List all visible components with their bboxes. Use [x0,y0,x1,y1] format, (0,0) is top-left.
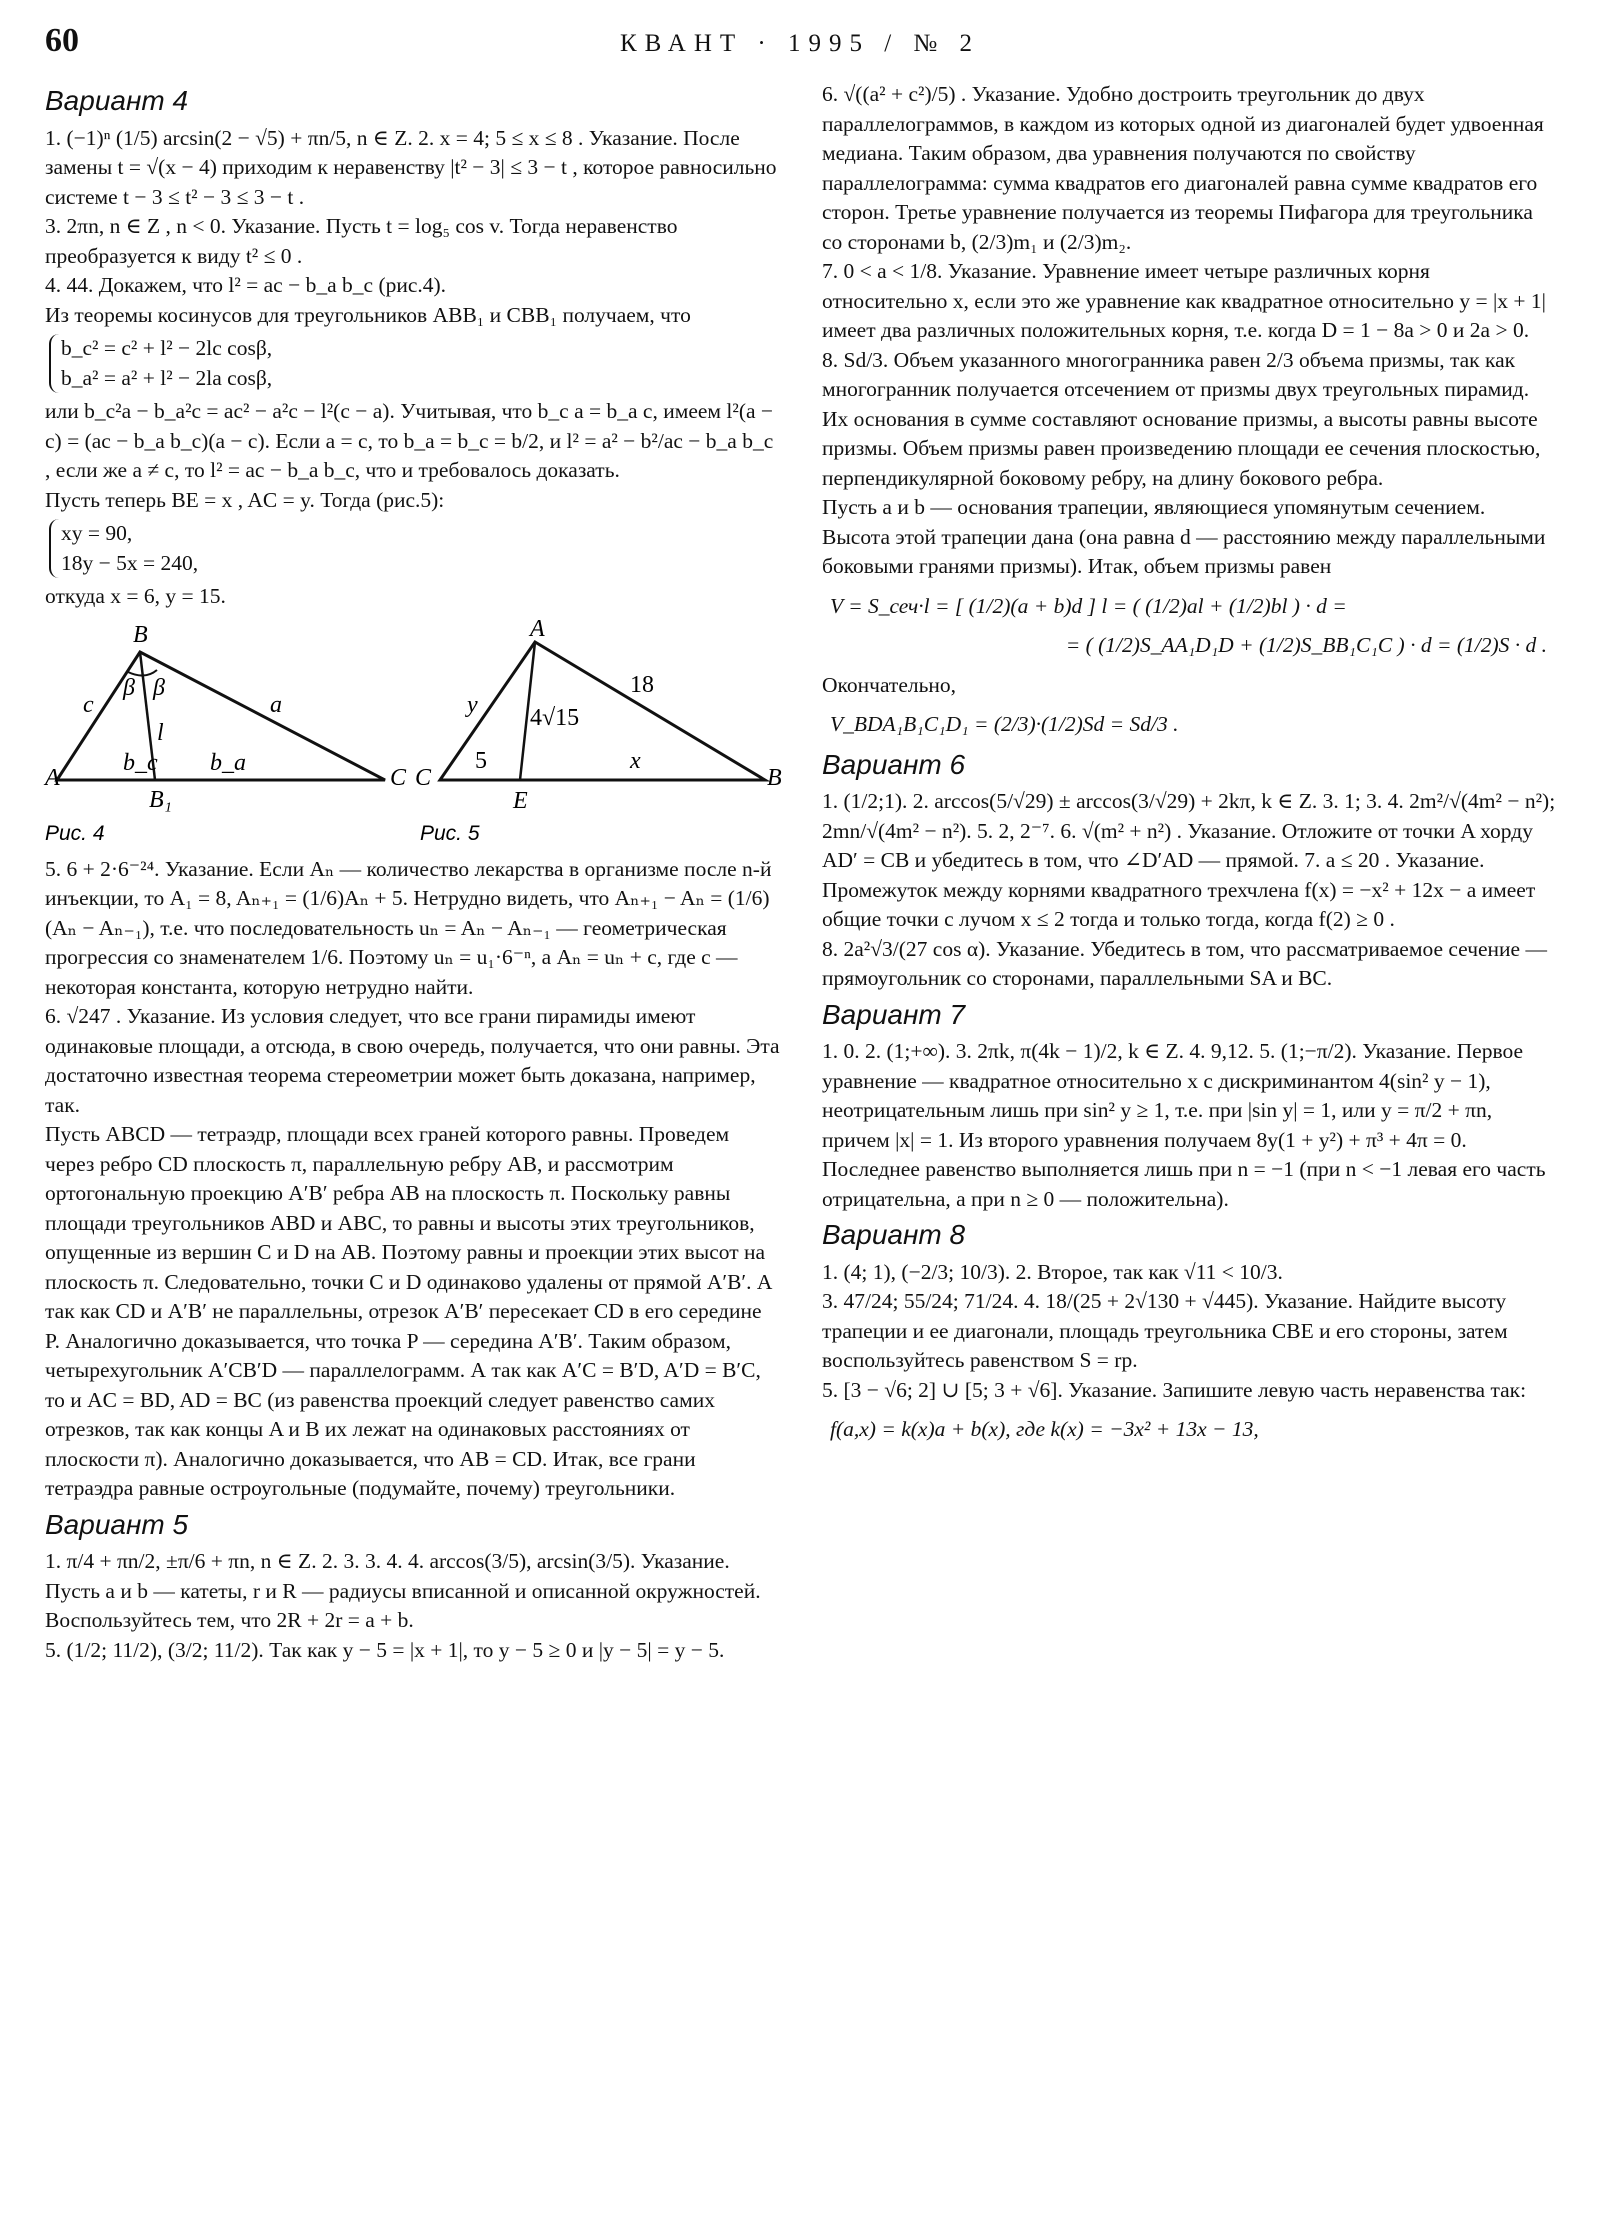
answer-paragraph: 4. 44. Докажем, что l² = ac − b_a b_c (рис.4). [45,273,447,297]
answer-paragraph: 6. √247 . Указание. Из условия следует, что все грани пирамиды имеют одинаковые площади, а отсюда, в свою очередь, получается, что они равны. Эта достаточно известная теорема стереометрии может быть доказана, например, так. [45,1004,780,1117]
label-bc: b_c [123,749,158,776]
label-c: c [83,691,94,718]
section-title: Вариант 7 [822,998,966,1030]
section-title: Вариант 4 [45,85,189,116]
label-beta: β [153,674,165,701]
triangle-acb [440,642,765,780]
label-B: B [133,621,148,648]
label-18: 18 [630,671,654,698]
label-5: 5 [475,747,487,774]
equation-system [49,519,780,578]
answer-paragraph: 3. 47/24; 55/24; 71/24. 4. 18/(25 + 2√130 + √445). Указание. Найдите высоту трапеции и ее диагонали, площадь треугольника CBE и его стороны, затем воспользуйтесь равенством S = rp. [822,1289,1508,1372]
journal-header: КВАНТ · 1995 / № 2 [619,30,981,57]
function-formula: f(a,x) = k(x)a + b(x), где k(x) = −3x² + 13x − 13, [830,1417,1259,1441]
label-C: C [390,764,407,791]
answer-paragraph: Пусть теперь BE = x , AC = y. Тогда (рис.5): [45,487,445,512]
figure-4-svg [45,615,782,845]
answer-paragraph: 7. 0 < a < 1/8. Указание. Уравнение имеет четыре различных корня относительно x, если это же уравнение как квадратное относительно y = |x + 1| имеет два различных положительных корня, т.е. когда D = 1 − 8a > 0 и 2a > 0. [822,259,1546,342]
answer-paragraph: 6. √((a² + c²)/5) . Указание. Удобно достроить треугольник до двух параллелограммов, в каждом из которых одной из диагоналей будет удвоенная медиана. Таким образом, два уравнения получаются по свойству параллелограмма: сумма квадратов его диагоналей равна сумме квадратов его сторон. Третье уравнение получается из теоремы Пифагора для треугольника со сторонами b, (2/3)m₁ и (2/3)m₂. [822,82,1544,254]
label-ba: b_a [210,749,246,776]
label-E: E [513,787,528,814]
figure-4-caption: Рис. 4 [45,821,105,845]
answer-paragraph: 1. 0. 2. (1;+∞). 3. 2πk, π(4k − 1)/2, k ∈ Z. 4. 9,12. 5. (1;−π/2). Указание. Первое уравнение — квадратное относительно x с дискриминантом 4(sin² y − 1), неотрицательным лишь при sin² y ≥ 1, т.е. при |sin y| = 1, или y = π/2 + πn, причем |x| = 1. Из второго уравнения получаем 8y(1 + y²) + π³ + 4π = 0. Последнее равенство выполняется лишь при n = −1 (при n < −1 левая его часть отрицательна, а при n ≥ 0 — положительна). [822,1039,1546,1211]
equation: b_c² = c² + l² − 2lc cosβ, [61,336,273,360]
label-a: a [270,691,282,718]
answer-paragraph: Пусть ABCD — тетраэдр, площади всех граней которого равны. Проведем через ребро CD плоскость π, параллельную ребру AB, и рассмотрим ортогональную проекцию A′B′ ребра AB на плоскость π. Поскольку равны площади треугольников ABD и ABC, то равны и высоты этих треугольников, опущенные из вершин C и D на AB. Поэтому равны и проекции этих высот на плоскость π. Следовательно, точки C и D одинаково удалены от прямой A′B′. А так как CD и A′B′ не параллельны, отрезок A′B′ пересекает CD в его середине P. Аналогично доказывается, что точка P — середина A′B′. Таким образом, четырехугольник A′CB′D — параллелограмм. А так как A′C = B′D, A′D = B′C, то и AC = BD, AD = BC (из равенства проекций следует равенство самих отрезков, так как концы A и B их лежат на одинаковых расстояниях от плоскости π). Аналогично доказывается, что AB = CD. Итак, все грани тетраэдра равные остроугольные (подумайте, почему) треугольники. [45,1122,773,1500]
label-B1: B₁ [149,786,173,813]
label-4sqrt15: 4√15 [530,704,580,731]
equation-system [49,334,780,393]
label-A: A [45,764,60,791]
label-y: y [467,691,478,718]
equation: b_a² = a² + l² − 2la cosβ, [61,365,273,390]
answer-paragraph: 1. (4; 1), (−2/3; 10/3). 2. Второе, так как √11 < 10/3. [822,1259,1283,1284]
answer-paragraph: 1. (−1)ⁿ (1/5) arcsin(2 − √5) + πn/5, n ∈ Z. 2. x = 4; 5 ≤ x ≤ 8 . Указание. После замены t = √(x − 4) приходим к неравенству |t² − 3| ≤ 3 − t , которое равносильно системе t − 3 ≤ t² − 3 ≤ 3 − t . [45,125,777,209]
section-title: Вариант 8 [822,1219,966,1250]
figures [45,615,782,845]
label-B: B [767,764,782,791]
volume-formula: V = S_сеч·l = [ (1/2)(a + b)d ] l = ( (1/2)al + (1/2)bl ) · d = [830,593,1347,618]
volume-formula: = ( (1/2)S_AA₁D₁D + (1/2)S_BB₁C₁C ) · d = (1/2)S · d . [1065,633,1547,657]
section-title: Вариант 6 [822,748,966,780]
answer-paragraph: откуда x = 6, y = 15. [45,584,226,608]
answer-paragraph: 8. Sd/3. Объем указанного многогранника равен 2/3 объема призмы, так как многогранник получается отсечением от призмы двух треугольных пирамид. Их основания в сумме составляют основание призмы, а высоты равны высоте призмы. Объем призмы равен произведению площади ее сечения плоскостью, перпендикулярной боковому ребру, на длину бокового ребра. [822,347,1541,490]
answer-paragraph: 1. (1/2;1). 2. arccos(5/√29) ± arccos(3/√29) + 2kπ, k ∈ Z. 3. 1; 3. 4. 2m²/√(4m² − n²); 2mn/√(4m² − n²). 5. 2, 2⁻⁷. 6. √(m² + n²) . Указание. Отложите от точки A хорду AD′ = CB и убедитесь в том, что ∠D′AD — прямой. 7. a ≤ 20 . Указание. Промежуток между корнями квадратного трехчлена f(x) = −x² + 12x − a имеет общие точки с лучом x ≤ 2 тогда и только тогда, когда f(2) ≥ 0 . [822,789,1556,931]
answer-paragraph: 5. (1/2; 11/2), (3/2; 11/2). Так как y − 5 = |x + 1|, то y − 5 ≥ 0 и |y − 5| = y − 5. [45,1637,725,1662]
volume-formula: V_BDA₁B₁C₁D₁ = (2/3)·(1/2)Sd = Sd/3 . [830,712,1179,736]
section-title: Вариант 5 [45,1508,189,1540]
figure-5-caption: Рис. 5 [420,821,480,845]
right-column [822,80,1557,1455]
left-column [45,80,780,1665]
answer-paragraph: 8. 2a²√3/(27 cos α). Указание. Убедитесь в том, что рассматриваемое сечение — прямоугольник со сторонами, параллельными SA и BC. [822,936,1547,990]
answer-paragraph: Окончательно, [822,672,957,697]
label-l: l [157,719,164,746]
equation: xy = 90, [61,521,133,545]
label-x: x [630,747,641,774]
answer-paragraph: 1. π/4 + πn/2, ±π/6 + πn, n ∈ Z. 2. 3. 3. 4. 4. arccos(3/5), arcsin(3/5). Указание. Пусть a и b — катеты, r и R — радиусы вписанной и описанной окружностей. Воспользуйтесь тем, что 2R + 2r = a + b. [45,1549,761,1632]
label-A: A [530,615,545,642]
answer-paragraph: или b_c²a − b_a²c = ac² − a²c − l²(c − a). Учитывая, что b_c a = b_a c, имеем l²(a − c) = (ac − b_a b_c)(a − c). Если a = c, то b_a = b_c = b/2, и l² = a² − b²/ac − b_a b_c , если же a ≠ c, то l² = ac − b_a b_c, что и требовалось доказать. [45,399,774,482]
answer-paragraph: 5. [3 − √6; 2] ∪ [5; 3 + √6]. Указание. Запишите левую часть неравенства так: [822,1377,1527,1402]
answer-paragraph: Пусть a и b — основания трапеции, являющиеся упомянутым сечением. Высота этой трапеции дана (она равна d — расстоянию между параллельными боковыми гранями призмы). Итак, объем призмы равен [822,495,1546,578]
page-number: 60 [45,22,79,59]
answer-paragraph: 3. 2πn, n ∈ Z , n < 0. Указание. Пусть t = log₅ cos v. Тогда неравенство преобразуется к виду t² ≤ 0 . [45,214,678,268]
equation: 18y − 5x = 240, [61,550,199,575]
label-beta: β [123,674,135,701]
answer-paragraph: 5. 6 + 2·6⁻²⁴. Указание. Если Aₙ — количество лекарства в организме после n-й инъекции, то A₁ = 8, Aₙ₊₁ = (1/6)Aₙ + 5. Нетрудно видеть, что Aₙ₊₁ − Aₙ = (1/6)(Aₙ − Aₙ₋₁), т.е. что последовательность uₙ = Aₙ − Aₙ₋₁ — геометрическая прогрессия со знаменателем 1/6. Поэтому uₙ = u₁·6⁻ⁿ, а Aₙ = uₙ + c, где c — некоторая константа, которую нетрудно найти. [45,856,772,999]
label-C: C [415,764,432,791]
answer-paragraph: Из теоремы косинусов для треугольников ABB₁ и CBB₁ получаем, что [45,302,691,327]
